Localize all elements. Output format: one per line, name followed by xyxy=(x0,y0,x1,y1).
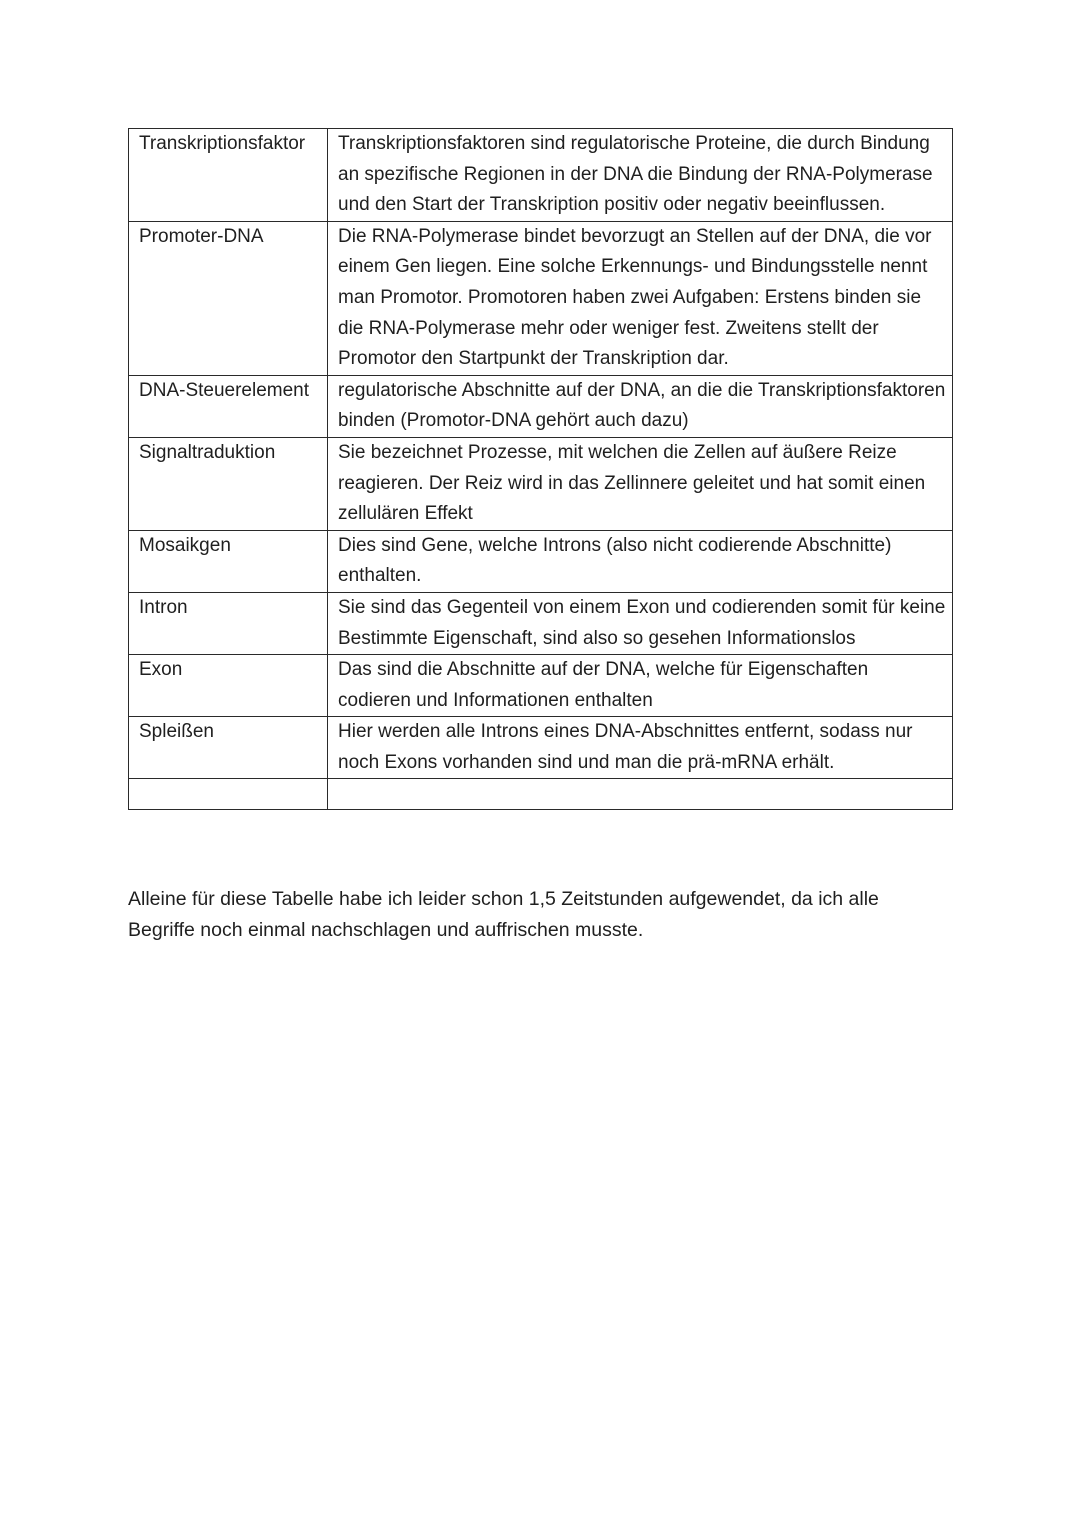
definition-cell: Transkriptionsfaktoren sind regulatorische Proteine, die durch Bindung an spezifische Regionen in der DNA die Bindung der RNA-Polymerase und den Start der Transkription positiv oder negativ beeinflussen. xyxy=(328,129,953,222)
definition-cell xyxy=(328,779,953,810)
empty-table-row xyxy=(129,779,953,810)
table-row xyxy=(129,375,953,437)
table-row xyxy=(129,437,953,530)
term-cell: Promoter-DNA xyxy=(129,221,328,375)
term-cell: Intron xyxy=(129,592,328,654)
term-cell: Exon xyxy=(129,655,328,717)
table-row xyxy=(129,717,953,779)
table-row xyxy=(129,592,953,654)
table-row xyxy=(129,129,953,222)
term-cell: DNA-Steuerelement xyxy=(129,375,328,437)
glossary-table xyxy=(128,128,953,810)
table-row xyxy=(129,221,953,375)
definition-cell: Die RNA-Polymerase bindet bevorzugt an Stellen auf der DNA, die vor einem Gen liegen. Eine solche Erkennungs- und Bindungsstelle nennt man Promotor. Promotoren haben zwei Aufgaben: Erstens binden sie die RNA-Polymerase mehr oder weniger fest. Zweitens stellt der Promotor den Startpunkt der Transkription dar. xyxy=(328,221,953,375)
term-cell: Mosaikgen xyxy=(129,530,328,592)
table-row xyxy=(129,655,953,717)
definition-cell: Sie sind das Gegenteil von einem Exon und codierenden somit für keine Bestimmte Eigenschaft, sind also so gesehen Informationslos xyxy=(328,592,953,654)
definition-cell: Dies sind Gene, welche Introns (also nicht codierende Abschnitte) enthalten. xyxy=(328,530,953,592)
term-cell: Signaltraduktion xyxy=(129,437,328,530)
term-cell xyxy=(129,779,328,810)
term-cell: Spleißen xyxy=(129,717,328,779)
term-cell: Transkriptionsfaktor xyxy=(129,129,328,222)
definition-cell: Hier werden alle Introns eines DNA-Abschnittes entfernt, sodass nur noch Exons vorhanden sind und man die prä-mRNA erhält. xyxy=(328,717,953,779)
table-row xyxy=(129,530,953,592)
definition-cell: Sie bezeichnet Prozesse, mit welchen die Zellen auf äußere Reize reagieren. Der Reiz wird in das Zellinnere geleitet und hat somit einen zellulären Effekt xyxy=(328,437,953,530)
closing-note: Alleine für diese Tabelle habe ich leider schon 1,5 Zeitstunden aufgewendet, da ich alle Begriffe noch einmal nachschlagen und auffrischen musste. xyxy=(128,888,879,941)
definition-cell: Das sind die Abschnitte auf der DNA, welche für Eigenschaften codieren und Informationen enthalten xyxy=(328,655,953,717)
definition-cell: regulatorische Abschnitte auf der DNA, an die die Transkriptionsfaktoren binden (Promotor-DNA gehört auch dazu) xyxy=(328,375,953,437)
